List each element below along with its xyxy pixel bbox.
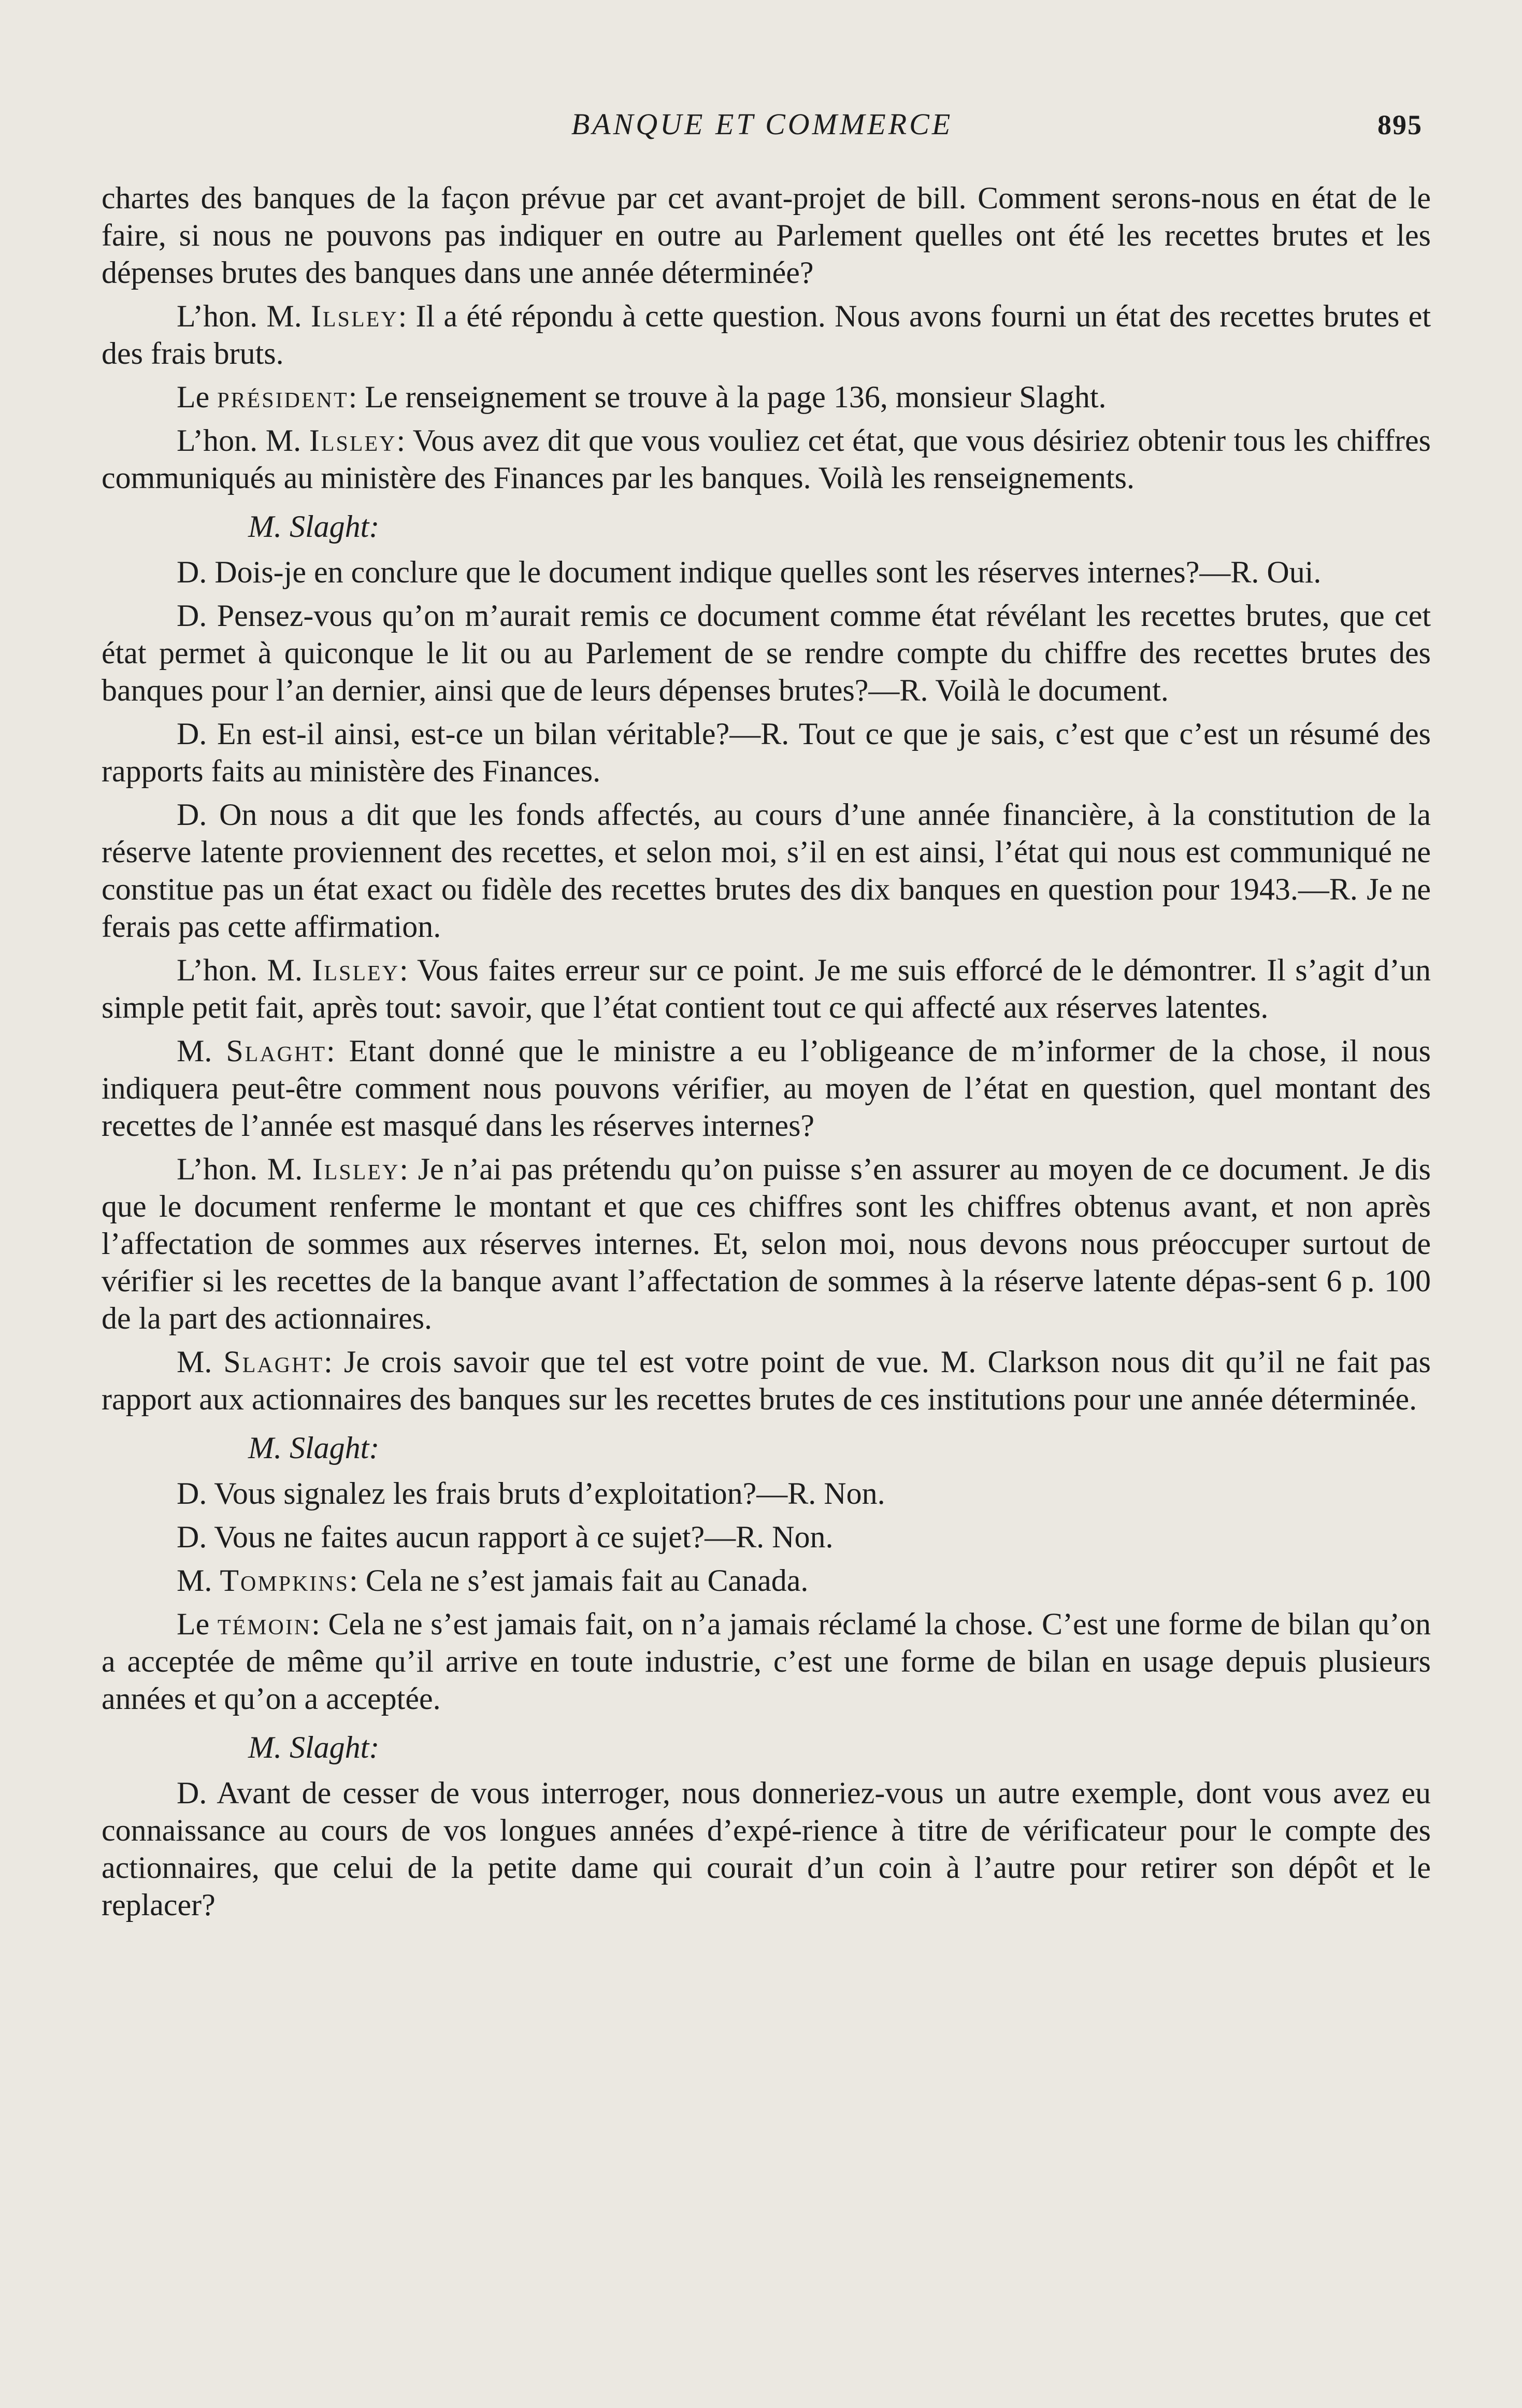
examiner-heading: M. Slaght: [248,1431,380,1465]
speaker-prefix: Le [177,1607,218,1641]
speaker-name: Ilsley [312,1152,400,1186]
speaker-name: Tompkins [220,1563,350,1598]
speaker-prefix: L’hon. M. [177,1152,312,1186]
paragraph-text: D. Vous ne faites aucun rapport à ce sujet?—R. Non. [177,1520,834,1554]
speaker-name: Slaght [226,1034,326,1068]
paragraph-text: D. Vous signalez les frais bruts d’exploitation?—R. Non. [177,1476,885,1511]
page-header [102,107,1423,148]
page-number: 895 [1377,109,1423,140]
speaker-prefix: M. [177,1563,220,1598]
paragraph-text: : Je crois savoir que tel est votre point de vue. M. Clarkson nous dit qu’il ne fait pas rapport aux actionnaires des banques sur les recettes brutes de ces institutions pour une année déterminée. [102,1345,1431,1416]
examiner-heading: M. Slaght: [248,1730,380,1764]
paragraph-text: : Le renseignement se trouve à la page 136, monsieur Slaght. [348,380,1107,414]
speaker-prefix: L’hon. M. [177,423,309,458]
paragraph-text: : Cela ne s’est jamais fait au Canada. [349,1563,809,1598]
speaker-prefix: Le [177,380,218,414]
paragraph-text: : Cela ne s’est jamais fait, on n’a jamais réclamé la chose. C’est une forme de bilan qu’on a acceptée de même qu’il arrive en toute industrie, c’est une forme de bilan en usage depuis plusieurs années et qu’on a acceptée. [102,1607,1431,1716]
page-body [102,179,1431,1930]
paragraph-text: : Vous avez dit que vous vouliez cet état, que vous désiriez obtenir tous les chiffres communiqués au ministère des Finances par les banques. Voilà les renseignements. [102,423,1431,495]
paragraph [102,553,1431,591]
paragraph-text: : Etant donné que le ministre a eu l’obligeance de m’informer de la chose, il nous indiquera peut-être comment nous pouvons vérifier, au moyen de l’état en question, quel montant des recettes de l’année est masqué dans les réserves internes? [102,1034,1431,1143]
speaker-prefix: M. [177,1034,226,1068]
paragraph [102,422,1431,496]
paragraph [102,378,1431,416]
paragraph [102,179,1431,291]
speaker-name: Ilsley [310,299,398,333]
paragraph [102,1562,1431,1599]
paragraph-text: D. En est-il ainsi, est-ce un bilan véritable?—R. Tout ce que je sais, c’est que c’est un résumé des rapports faits au ministère des Finances. [102,717,1431,788]
running-head: BANQUE ET COMMERCE [571,107,953,141]
speaker-name: Ilsley [309,423,397,458]
paragraph [102,1343,1431,1418]
speaker-name: président [217,380,349,414]
paragraph [102,715,1431,790]
paragraph-text: : Je n’ai pas prétendu qu’on puisse s’en assurer au moyen de ce document. Je dis que le document renferme le montant et que ces chiffres sont les chiffres obtenus avant, et non après l’affectation de sommes aux réserves internes. Et, selon moi, nous devons nous préoccuper surtout de vérifier si les recettes de la banque avant l’affectation de sommes à la réserve latente dépas-sent 6 p. 100 de la part des actionnaires. [102,1152,1431,1335]
speaker-name: témoin [217,1607,312,1641]
examiner-heading: M. Slaght: [248,509,380,544]
speaker-name: Slaght [223,1345,324,1379]
paragraph-text: D. On nous a dit que les fonds affectés, au cours d’une année financière, à la constitution de la réserve latente proviennent des recettes, et selon moi, s’il en est ainsi, l’état qui nous est communiqué ne constitue pas un état exact ou fidèle des recettes brutes des dix banques en question pour 1943.—R. Je ne ferais pas cette affirmation. [102,797,1431,944]
paragraph-text: : Il a été répondu à cette question. Nous avons fourni un état des recettes brutes et des frais bruts. [102,299,1431,371]
paragraph-text: D. Dois-je en conclure que le document indique quelles sont les réserves internes?—R. Oui. [177,555,1322,589]
speaker-name: Ilsley [312,953,399,987]
paragraph [102,597,1431,709]
paragraph [102,1518,1431,1556]
paragraph-text: D. Pensez-vous qu’on m’aurait remis ce document comme état révélant les recettes brutes, que cet état permet à quiconque le lit ou au Parlement de se rendre compte du chiffre des recettes brutes des banques pour l’an dernier, ainsi que de leurs dépenses brutes?—R. Voilà le document. [102,599,1431,707]
paragraph-text: : Vous faites erreur sur ce point. Je me suis efforcé de le démontrer. Il s’agit d’un simple petit fait, après tout: savoir, que l’état contient tout ce qui affecté aux réserves latentes. [102,953,1431,1024]
paragraph [102,951,1431,1026]
paragraph [102,1475,1431,1512]
paragraph [102,297,1431,372]
speaker-prefix: M. [177,1345,224,1379]
paragraph [102,796,1431,945]
paragraph-text: chartes des banques de la façon prévue par cet avant-projet de bill. Comment serons-nous en état de le faire, si nous ne pouvons pas indiquer en outre au Parlement quelles ont été les recettes brutes et les dépenses brutes des banques dans une année déterminée? [102,181,1431,290]
speaker-prefix: L’hon. M. [177,299,311,333]
paragraph [102,1032,1431,1144]
paragraph-text: D. Avant de cesser de vous interroger, nous donneriez-vous un autre exemple, dont vous avez eu connaissance au cours de vos longues années d’expé-rience à titre de vérificateur pour le compte des actionnaires, que celui de la petite dame qui courait d’un coin à l’autre pour retirer son dépôt et le replacer? [102,1776,1431,1922]
speaker-prefix: L’hon. M. [177,953,312,987]
paragraph [102,1774,1431,1923]
paragraph [102,1150,1431,1337]
paragraph [102,1605,1431,1717]
